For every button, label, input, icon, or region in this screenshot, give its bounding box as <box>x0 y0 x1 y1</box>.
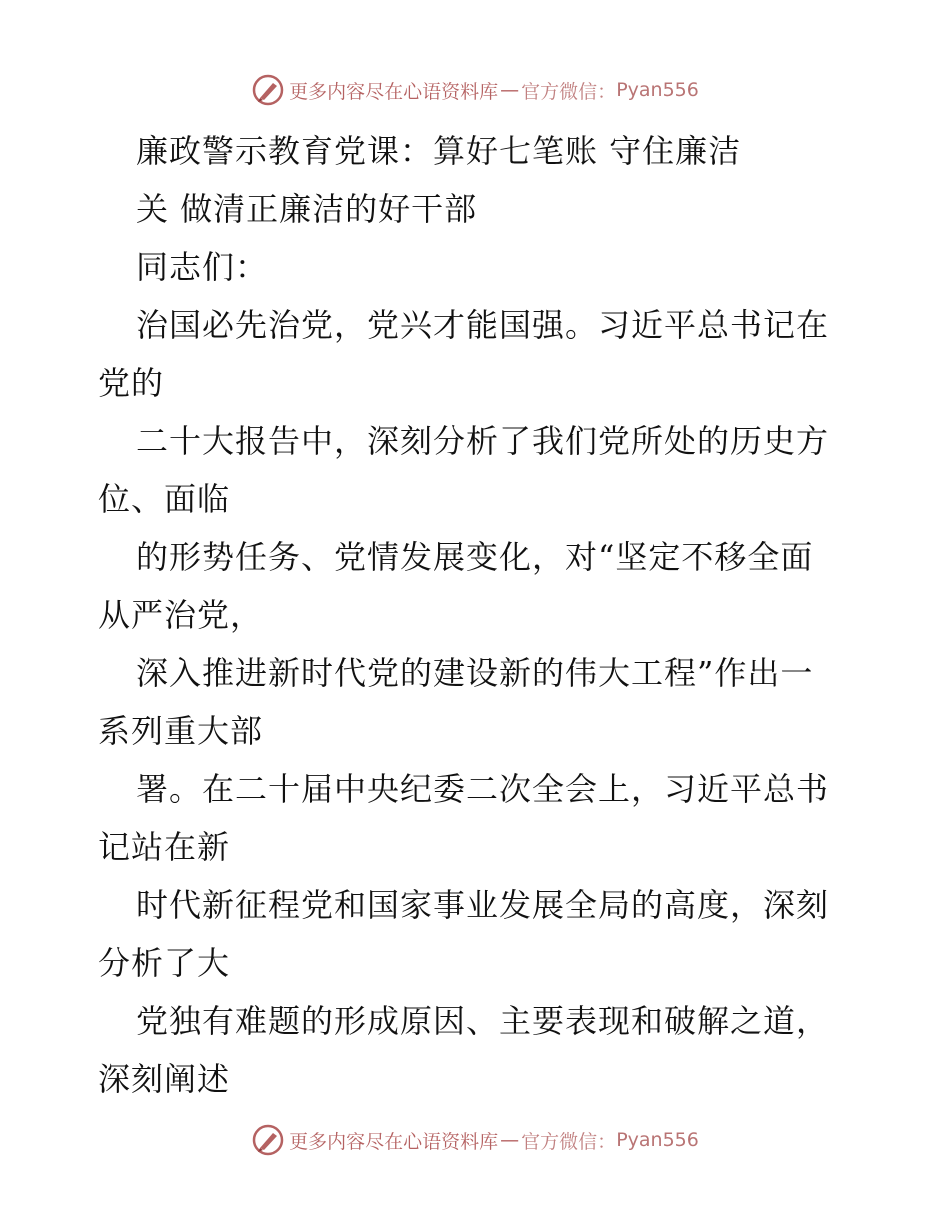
paragraph-line: 时代新征程党和国家事业发展全局的高度，深刻 <box>136 886 830 924</box>
paragraph-line: 的形势任务、党情发展变化，对“坚定不移全面 <box>136 538 814 576</box>
paragraph-line: 从严治党， <box>98 596 264 634</box>
paragraph-line: 深刻阐述 <box>98 1060 231 1098</box>
paragraph-line: 位、面临 <box>98 480 231 518</box>
watermark-wechat-id: Pyan556 <box>616 79 699 101</box>
paragraph-line: 记站在新 <box>98 828 231 866</box>
paragraph-line: 分析了大 <box>98 944 231 982</box>
paragraph-line: 党独有难题的形成原因、主要表现和破解之道， <box>136 1002 830 1040</box>
watermark-wechat-id: Pyan556 <box>616 1129 699 1151</box>
paragraph-line: 二十大报告中，深刻分析了我们党所处的历史方 <box>136 422 830 460</box>
watermark-official-label: 官方微信： <box>521 1130 617 1153</box>
footer-watermark <box>0 1120 950 1160</box>
salutation: 同志们： <box>136 248 269 286</box>
watermark-separator: — <box>500 79 520 101</box>
document-body <box>0 122 950 1108</box>
paragraph-line: 系列重大部 <box>98 712 264 750</box>
doc-title-line-2: 关 做清正廉洁的好干部 <box>136 190 478 228</box>
watermark-main-text: 更多内容尽在心语资料库 <box>289 1130 499 1153</box>
watermark-main-text: 更多内容尽在心语资料库 <box>289 80 499 103</box>
paragraph-line: 治国必先治党，党兴才能国强。习近平总书记在 <box>136 306 830 344</box>
doc-title-line-1: 廉政警示教育党课：算好七笔账 守住廉洁 <box>136 132 742 170</box>
pen-logo-icon <box>251 73 285 107</box>
pen-logo-icon <box>251 1123 285 1157</box>
paragraph-line: 深入推进新时代党的建设新的伟大工程”作出一 <box>136 654 814 692</box>
watermark-separator: — <box>500 1129 520 1151</box>
paragraph-line: 署。在二十届中央纪委二次全会上，习近平总书 <box>136 770 830 808</box>
watermark-official-label: 官方微信： <box>521 80 617 103</box>
header-watermark <box>0 70 950 110</box>
paragraph-line: 党的 <box>98 364 165 402</box>
